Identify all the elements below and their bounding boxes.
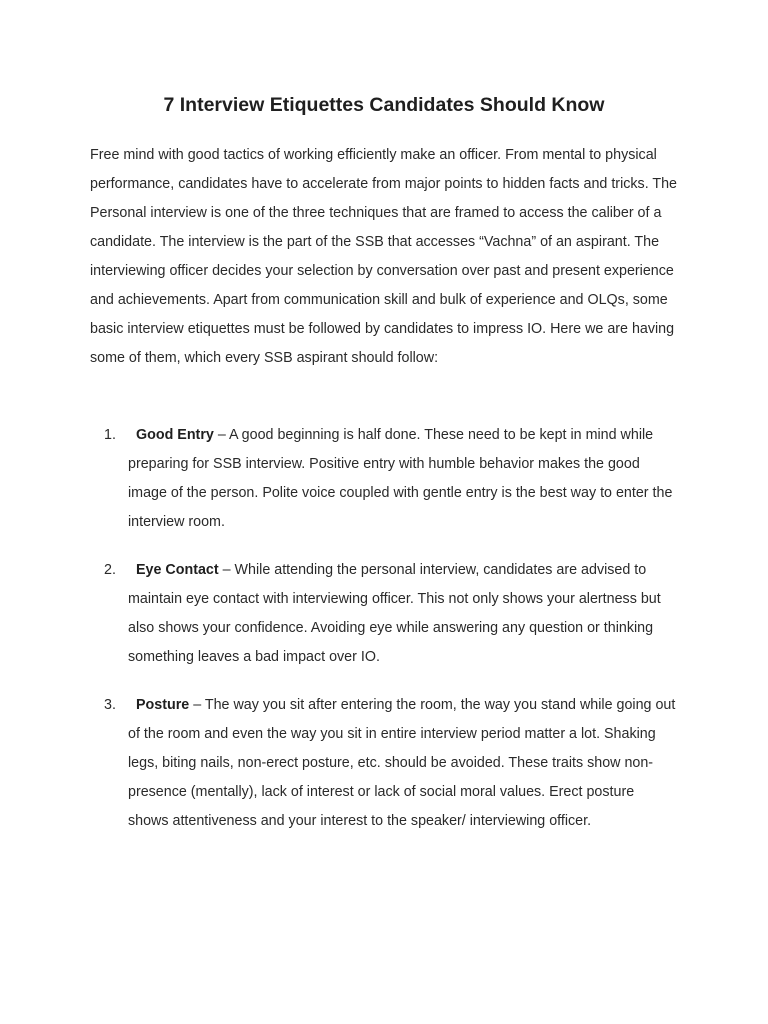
list-item-number: 2. xyxy=(104,562,116,578)
list-item-number: 3. xyxy=(104,697,116,713)
etiquette-list xyxy=(0,421,768,855)
list-item-term: Posture xyxy=(136,697,190,713)
list-item-posture xyxy=(0,691,678,836)
list-item-eye-contact xyxy=(0,556,678,672)
list-item-text: – The way you sit after entering the room, the way you stand while going out of the room and even the way you sit in entire interview period matter a lot. Shaking legs, biting nails, non-erect posture, etc. should be avoided. These traits show non-presence (mentally), lack of interest or lack of social moral values. Erect posture shows attentiveness and your interest to the speaker/ interviewing officer. xyxy=(128,697,676,829)
list-item-good-entry xyxy=(0,421,678,537)
intro-paragraph: Free mind with good tactics of working efficiently make an officer. From mental to physical performance, candidates have to accelerate from major points to hidden facts and tricks. The Personal interview is one of the three techniques that are framed to access the caliber of a candidate. The interview is the part of the SSB that accesses “Vachna” of an aspirant. The interviewing officer decides your selection by conversation over past and present experience and achievements. Apart from communication skill and bulk of experience and OLQs, some basic interview etiquettes must be followed by candidates to impress IO. Here we are having some of them, which every SSB aspirant should follow: xyxy=(90,147,678,366)
list-item-text: – While attending the personal interview, candidates are advised to maintain eye contact with interviewing officer. This not only shows your alertness but also shows your confidence. Avoiding eye while answering any question or thinking something leaves a bad impact over IO. xyxy=(128,562,661,665)
list-item-term: Good Entry xyxy=(136,427,214,443)
page-title: 7 Interview Etiquettes Candidates Should Know xyxy=(163,94,605,116)
list-item-text: – A good beginning is half done. These need to be kept in mind while preparing for SSB interview. Positive entry with humble behavior makes the good image of the person. Polite voice coupled with gentle entry is the best way to enter the interview room. xyxy=(128,427,673,530)
list-item-number: 1. xyxy=(104,427,116,443)
list-item-term: Eye Contact xyxy=(136,562,219,578)
